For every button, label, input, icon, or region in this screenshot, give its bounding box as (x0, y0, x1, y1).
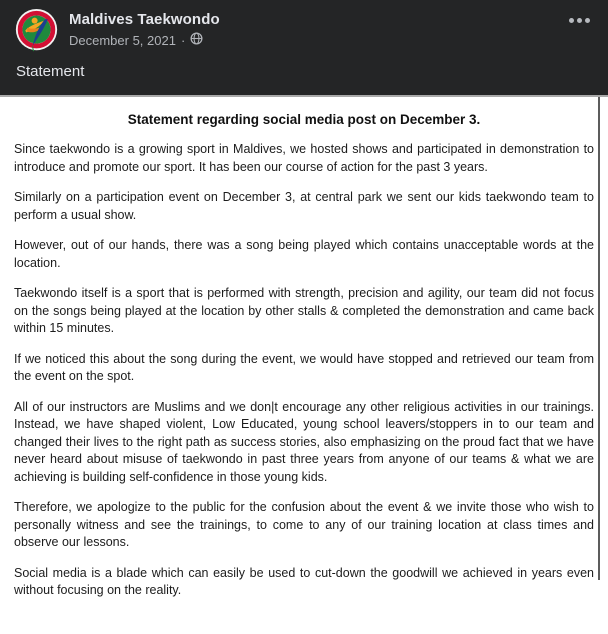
document-paragraph: Taekwondo itself is a sport that is performed with strength, precision and agility, our team did not focus on the songs being played at the location by other stalls & completed the demonstration and came back within 15 minutes. (14, 286, 594, 335)
document-paragraph: Therefore, we apologize to the public for the confusion about the event & we invite those who wish to personally witness and see the trainings, to come to any of our training location at class times and observe our lessons. (14, 500, 594, 549)
post-header (0, 0, 608, 95)
author-name[interactable]: Maldives Taekwondo (69, 11, 220, 28)
document-paragraph: However, out of our hands, there was a song being played which contains unacceptable words at the location. (14, 238, 594, 270)
document-paragraph: All of our instructors are Muslims and we don|t encourage any other religious activities in our trainings. Instead, we have shaped violent, Low Educated, young school leavers/stoppers in to our team and changed their lives to the right path as success stories, also emphasizing on the proud fact that we have never heard about misuse of taekwondo in past three years from anyone of our teams & what we are achieving is building self-confidence in those young kids. (14, 399, 594, 484)
ellipsis-icon (577, 18, 582, 23)
post-header-info (69, 8, 565, 48)
avatar[interactable] (14, 8, 59, 53)
date-separator: · (180, 32, 186, 48)
document-paragraph: Social media is a blade which can easily be used to cut-down the goodwill we achieved in years even without focusing on the reality. (14, 565, 594, 597)
globe-icon (190, 32, 203, 48)
document-paragraph: Since taekwondo is a growing sport in Maldives, we hosted shows and participated in demonstration to introduce and promote our sport. It has been our course of action for the past 3 years. (14, 142, 594, 174)
document-title: Statement regarding social media post on December 3. (127, 112, 481, 127)
document-body (14, 141, 594, 600)
more-options-button[interactable] (565, 8, 594, 33)
ellipsis-icon (585, 18, 590, 23)
post-date: December 5, 2021 (69, 32, 176, 48)
maldives-taekwondo-logo-icon (14, 8, 59, 53)
post-timestamp[interactable] (69, 32, 565, 48)
document-paragraph: Similarly on a participation event on December 3, at central park we sent our kids taekwondo team to perform a usual show. (14, 190, 594, 222)
post-message: Statement (16, 63, 85, 80)
document-paragraph: If we noticed this about the song during the event, we would have stopped and retrieved our team from the event on the spot. (14, 351, 594, 383)
ellipsis-icon (569, 18, 574, 23)
document-right-edge (598, 97, 600, 580)
statement-document-image[interactable] (0, 95, 608, 634)
